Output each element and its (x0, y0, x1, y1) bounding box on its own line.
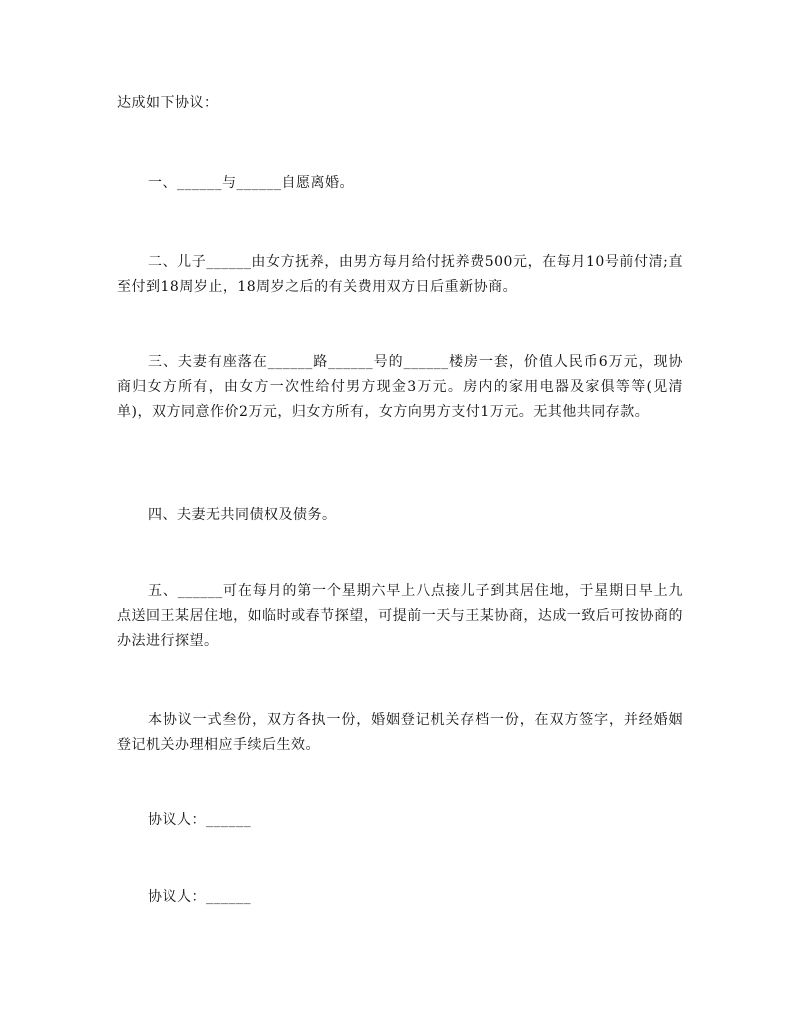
clause-1: 一、______与______自愿离婚。 (148, 175, 354, 191)
signatory-line-1: 协议人：______ (148, 812, 251, 828)
clause-3: 三、夫妻有座落在______路______号的______楼房一套，价值人民币6万元，现协商归女方所有，由女方一次性给付男方现金3万元。房内的家用电器及家俱等等(见清单)，双方同意作价2万元，归女方所有，女方向男方支付1万元。无其他共同存款。 (117, 354, 683, 420)
intro-text: 达成如下协议： (117, 95, 219, 111)
clause-5: 五、______可在每月的第一个星期六早上八点接儿子到其居住地，于星期日早上九点送回王某居住地，如临时或春节探望，可提前一天与王某协商，达成一致后可按协商的办法进行探望。 (117, 583, 683, 649)
signatory-line-2: 协议人：______ (148, 889, 251, 905)
effect-clause: 本协议一式叁份，双方各执一份，婚姻登记机关存档一份，在双方签字，并经婚姻登记机关办理相应手续后生效。 (117, 712, 683, 753)
clause-2: 二、儿子______由女方抚养，由男方每月给付抚养费500元，在每月10号前付清;直至付到18周岁止，18周岁之后的有关费用双方日后重新协商。 (117, 254, 683, 295)
clause-4: 四、夫妻无共同债权及债务。 (148, 507, 337, 523)
